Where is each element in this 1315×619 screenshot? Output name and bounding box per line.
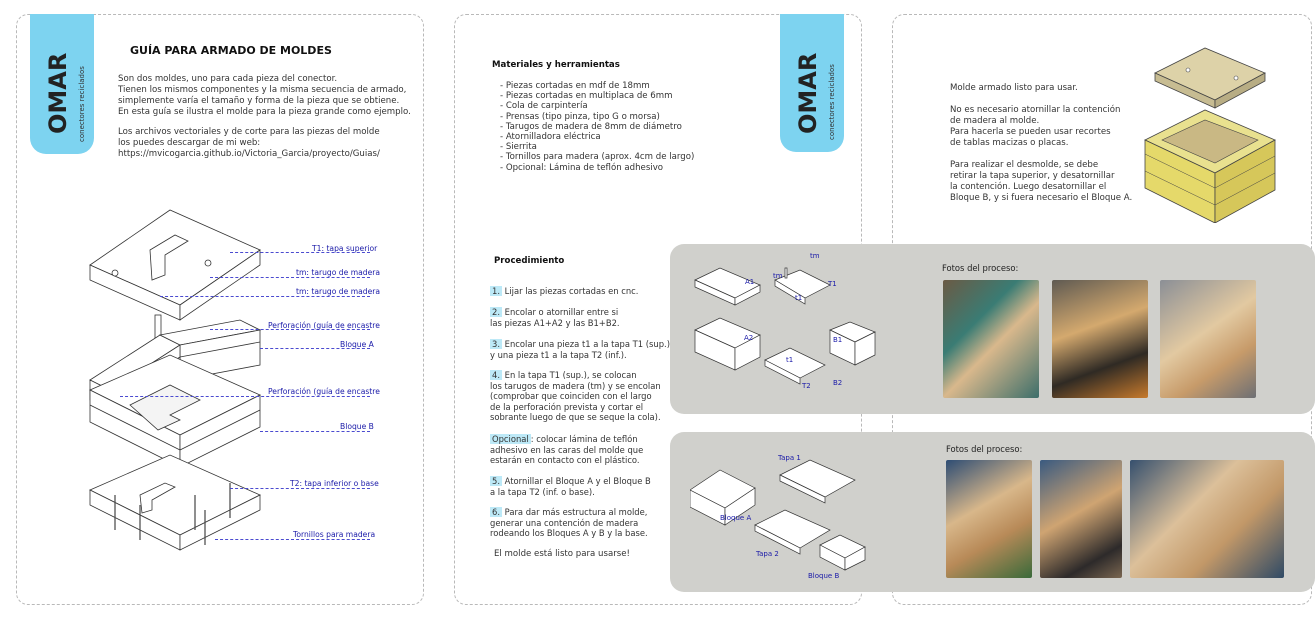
process-photo — [1130, 460, 1284, 578]
step-text: Atornillar el Bloque A y el Bloque B a la tapa T2 (inf. o base). — [490, 476, 651, 497]
step-optional — [490, 434, 643, 466]
leader-line — [230, 488, 370, 489]
list-item: - Sierrita — [500, 142, 537, 153]
leader-line — [260, 431, 370, 432]
list-item: - Tornillos para madera (aprox. 4cm de largo) — [500, 152, 695, 163]
step-2 — [490, 307, 620, 328]
diagram-label: Bloque B — [808, 572, 840, 580]
step-1 — [490, 286, 638, 297]
diagram-label: T1 — [828, 280, 837, 288]
materials-title: Materiales y herramientas — [492, 60, 620, 70]
procedure-title: Procedimiento — [494, 256, 565, 266]
list-item: - Prensas (tipo pinza, tipo G o morsa) — [500, 111, 660, 122]
step-text: : colocar lámina de teflón adhesivo en las caras del molde que estarán en contacto con el plástico. — [490, 434, 644, 465]
list-item: - Piezas cortadas en mdf de 18mm — [500, 81, 650, 91]
process-photo — [946, 460, 1032, 578]
step-number: Opcional — [492, 434, 529, 444]
process-photo — [1052, 280, 1148, 398]
brand-logo: OMAR — [794, 52, 822, 134]
leader-line — [210, 277, 370, 278]
closing-text: El molde está listo para usarse! — [494, 549, 630, 559]
list-item: - Opcional: Lámina de teflón adhesivo — [500, 162, 664, 173]
diagram-label: t1 — [786, 356, 794, 364]
list-item: - Atornilladora eléctrica — [500, 132, 601, 143]
step-4 — [490, 370, 661, 423]
step-3 — [490, 339, 670, 360]
brand-subtitle: conectores reciclados — [828, 64, 836, 140]
step-text: En la tapa T1 (sup.), se colocan los tarugos de madera (tm) y se encolan (comprobar que coinciden con el largo de la perforación prevista y cortar el sobrante luego de que se seque la cola). — [490, 370, 661, 422]
assembled-description: Molde armado listo para usar. No es necesario atornillar la contención de madera al molde. Para hacerla se pueden usar recortes de tablas macizas o placas. Para realizar el desmolde, se debe retirar la tapa superior, y desatornillar la contención. Luego desatornillar el Bloque B, y si fuera necesario el Bloque A. — [950, 83, 1133, 203]
intro-text: Son dos moldes, uno para cada pieza del conector. Tienen los mismos componentes y la misma secuencia de armado, simplemente varía el tamaño y forma de la pieza que se obtiene. En esta guía se ilustra el molde para la pieza grande como ejemplo. — [118, 74, 411, 117]
step-text: Para dar más estructura al molde, generar una contención de madera rodeando los Bloques A y B y la base. — [490, 507, 648, 538]
step-text: Encolar o atornillar entre si las piezas A1+A2 y las B1+B2. — [490, 307, 620, 328]
label-perforacion-2: Perforación (guía de encastre — [268, 387, 380, 396]
step-text: Lijar las piezas cortadas en cnc. — [502, 286, 639, 296]
diagram-label: tm — [810, 252, 820, 260]
label-bloque-a: Bloque A — [340, 340, 374, 349]
label-t1: T1: tapa superior — [312, 244, 378, 253]
diagram-label: Tapa 1 — [778, 454, 801, 462]
assembled-mold-illustration — [1140, 28, 1280, 223]
diagram-label: tm — [773, 272, 783, 280]
label-t2: T2: tapa inferior o base — [290, 479, 379, 488]
process-photo — [1160, 280, 1256, 398]
label-tornillos: Tornillos para madera — [293, 530, 376, 539]
diagram-label: A2 — [744, 334, 754, 342]
leader-line — [160, 296, 370, 297]
list-item: - Tarugos de madera de 8mm de diámetro — [500, 121, 682, 132]
step-number: 3. — [492, 339, 500, 349]
list-item: - Piezas cortadas en multiplaca de 6mm — [500, 91, 673, 102]
step-number: 4. — [492, 370, 500, 380]
brand-logo: OMAR — [44, 52, 72, 134]
diagram-label: Bloque A — [720, 514, 752, 522]
diagram-label: Tapa 2 — [756, 550, 779, 558]
process-photo — [1040, 460, 1122, 578]
diagram-label: B2 — [833, 379, 843, 387]
logo-tab — [30, 14, 94, 154]
diagram-label: t1 — [795, 294, 803, 302]
step-number: 5. — [492, 476, 500, 486]
photos-label-2: Fotos del proceso: — [946, 444, 1023, 454]
diagram-label: B1 — [833, 336, 843, 344]
materials-list — [500, 81, 694, 173]
diagram-label: A1 — [745, 278, 755, 286]
list-item: - Cola de carpintería — [500, 101, 588, 112]
logo-tab — [780, 14, 844, 152]
step-number: 6. — [492, 507, 500, 517]
step-number: 1. — [492, 286, 500, 296]
photos-label-1: Fotos del proceso: — [942, 263, 1019, 273]
page-title: GUÍA PARA ARMADO DE MOLDES — [130, 44, 332, 57]
label-perforacion-1: Perforación (guía de encastre — [268, 321, 380, 330]
step-text: Encolar una pieza t1 a la tapa T1 (sup.) y una pieza t1 a la tapa T2 (inf.). — [490, 339, 670, 360]
step-6 — [490, 507, 648, 539]
label-tm-2: tm: tarugo de madera — [296, 287, 381, 296]
exploded-mold-diagram — [80, 205, 280, 555]
parts-diagram-1 — [690, 250, 890, 410]
leader-line — [120, 396, 370, 397]
parts-diagram-2 — [690, 450, 890, 585]
step-number: 2. — [492, 307, 500, 317]
process-photo — [943, 280, 1039, 398]
diagram-label: T2 — [802, 382, 811, 390]
label-tm-1: tm: tarugo de madera — [296, 268, 381, 277]
files-text: Los archivos vectoriales y de corte para las piezas del molde los puedes descargar de mi web: https://mvicogarcia.github.io/Victoria_Garcia/proyecto/Guias/ — [118, 127, 380, 159]
label-bloque-b: Bloque B — [340, 422, 374, 431]
step-5 — [490, 476, 651, 497]
brand-subtitle: conectores reciclados — [78, 66, 86, 142]
leader-line — [215, 539, 370, 540]
